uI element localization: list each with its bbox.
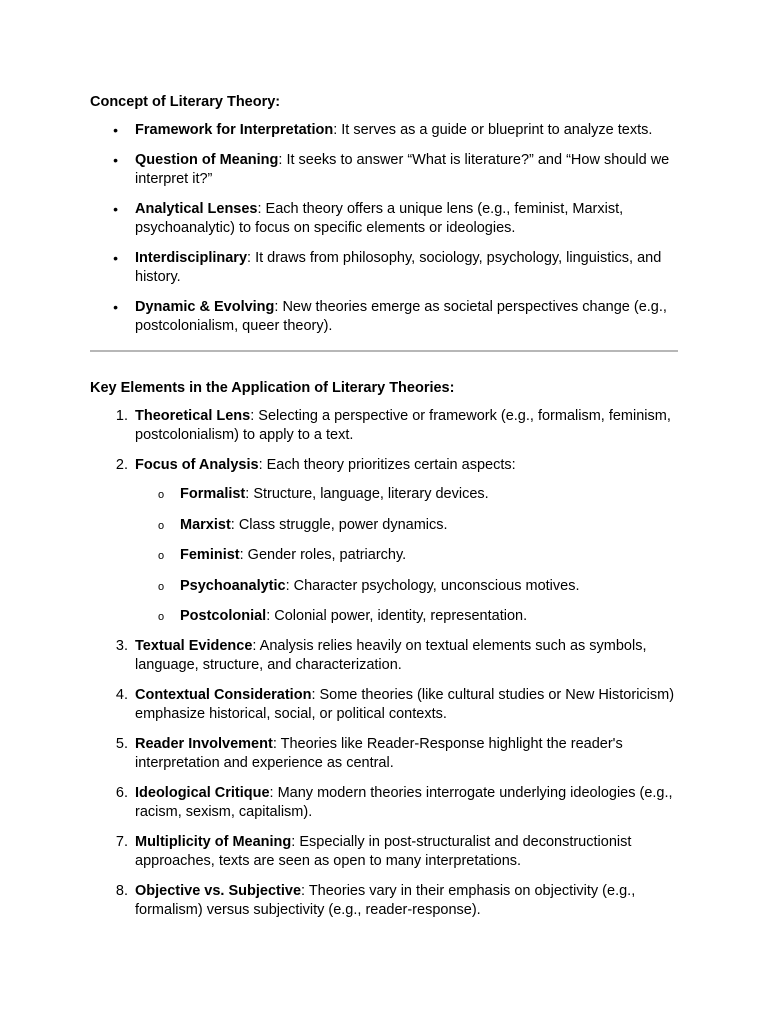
list-item [90, 456, 680, 476]
item-text: : It seeks to answer “What is literature?” and “How should we interpret it?” [135, 151, 670, 187]
item-text: : Colonial power, identity, representation. [266, 608, 528, 624]
sub-list-item [90, 546, 680, 566]
document-page [90, 93, 680, 921]
sub-list-item [90, 516, 680, 536]
sub-list-item [90, 485, 680, 505]
item-text: : Character psychology, unconscious motives. [285, 577, 580, 594]
item-term: Formalist [180, 486, 246, 502]
sub-list-item [90, 607, 680, 627]
item-term: Marxist [180, 516, 231, 533]
item-term: Textual Evidence [135, 637, 253, 654]
item-text: : Some theories (like cultural studies or New Historicism) emphasize historical, social, or political contexts. [135, 686, 675, 722]
item-term: Objective vs. Subjective [135, 882, 302, 899]
list-item [90, 784, 680, 823]
item-term: Theoretical Lens [135, 407, 251, 424]
item-term: Contextual Consideration [135, 686, 312, 703]
circle-bullet-icon: o [158, 580, 165, 593]
list-item [90, 686, 680, 725]
item-text: : Class struggle, power dynamics. [230, 516, 448, 533]
item-term: Dynamic & Evolving [135, 298, 275, 315]
item-text: : Theories vary in their emphasis on objectivity (e.g., formalism) versus subjectivity (e.g., reader-response). [135, 882, 636, 918]
item-text: : It serves as a guide or blueprint to analyze texts. [333, 122, 653, 138]
circle-bullet-icon: o [158, 519, 165, 532]
item-text: : Many modern theories interrogate underlying ideologies (e.g., racism, sexism, capitalism). [135, 784, 673, 820]
item-term: Focus of Analysis [135, 456, 259, 473]
list-item [90, 249, 680, 288]
item-term: Interdisciplinary [135, 249, 248, 266]
item-term: Feminist [180, 547, 240, 563]
list-number: 8. [115, 882, 128, 899]
focus-sub-list [90, 485, 680, 627]
circle-bullet-icon: o [158, 611, 165, 623]
item-term: Reader Involvement [135, 735, 273, 752]
circle-bullet-icon: o [158, 489, 165, 501]
item-term: Multiplicity of Meaning [135, 833, 292, 850]
item-term: Postcolonial [180, 608, 267, 624]
list-item [90, 407, 680, 446]
item-text: : Each theory offers a unique lens (e.g., feminist, Marxist, psychoanalytic) to focus on specific elements or ideologies. [135, 200, 624, 236]
list-number: 3. [115, 637, 128, 654]
list-item [90, 151, 680, 190]
list-item [90, 882, 680, 921]
list-item [90, 298, 680, 337]
item-text: : New theories emerge as societal perspectives change (e.g., postcolonialism, queer theory). [135, 298, 667, 334]
item-text: : Theories like Reader-Response highlight the reader's interpretation and experience as central. [135, 735, 623, 771]
circle-bullet-icon: o [158, 550, 165, 562]
bullet-icon: • [113, 298, 118, 315]
list-item [90, 200, 680, 239]
item-term: Ideological Critique [135, 784, 270, 801]
item-text: : Structure, language, literary devices. [245, 486, 489, 502]
horizontal-divider [90, 350, 678, 352]
list-item [90, 735, 680, 774]
bullet-icon: • [113, 151, 118, 168]
list-number: 4. [115, 686, 128, 703]
list-item [90, 637, 680, 676]
item-text: : Selecting a perspective or framework (e.g., formalism, feminism, postcolonialism) to apply to a text. [135, 407, 671, 443]
item-term: Framework for Interpretation [135, 122, 334, 138]
item-term: Psychoanalytic [180, 577, 286, 594]
item-text: : Analysis relies heavily on textual elements such as symbols, language, structure, and characterization. [135, 637, 647, 673]
list-item [90, 121, 680, 141]
concept-bullet-list [90, 121, 680, 337]
bullet-icon: • [113, 249, 118, 266]
list-number: 5. [115, 735, 128, 752]
bullet-icon: • [113, 200, 118, 217]
sub-list-item [90, 577, 680, 597]
item-text: : Each theory prioritizes certain aspects: [258, 456, 516, 473]
list-number: 1. [115, 407, 128, 424]
item-text: : Especially in post-structuralist and deconstructionist approaches, texts are seen as open to many interpretations. [135, 833, 632, 869]
item-text: : It draws from philosophy, sociology, psychology, linguistics, and history. [135, 249, 662, 285]
bullet-icon: • [113, 122, 118, 138]
section-heading-key-elements: Key Elements in the Application of Literary Theories: [90, 379, 455, 396]
list-number: 7. [115, 833, 128, 850]
list-number: 2. [115, 456, 128, 473]
list-number: 6. [115, 784, 128, 801]
key-elements-numbered-list [90, 407, 680, 921]
item-term: Analytical Lenses [135, 200, 258, 217]
list-item [90, 833, 680, 872]
item-text: : Gender roles, patriarchy. [239, 547, 407, 563]
section-heading-concept: Concept of Literary Theory: [90, 94, 281, 110]
item-term: Question of Meaning [135, 151, 279, 168]
